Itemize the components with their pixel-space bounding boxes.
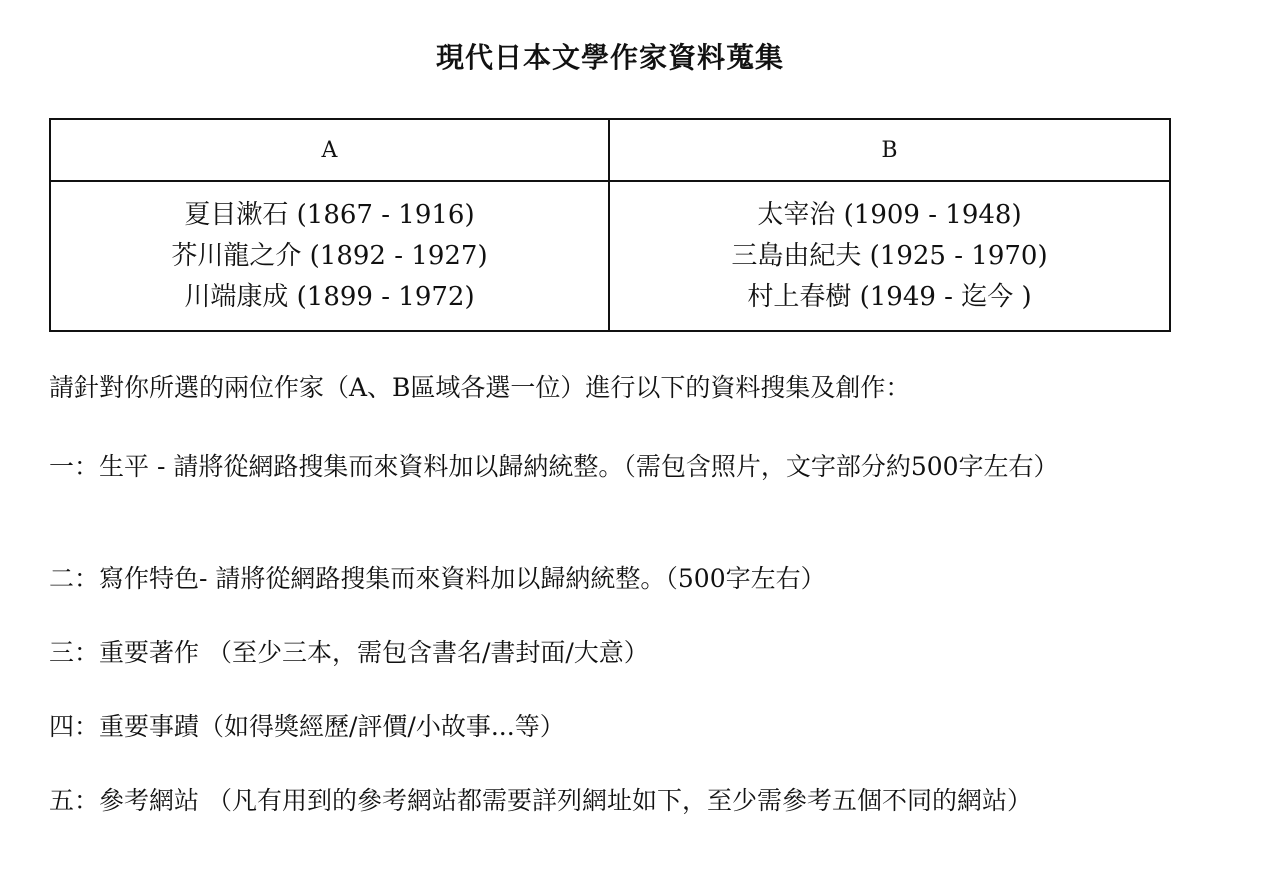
column-b-header: B [609,119,1170,181]
instruction-item-writing-style: 二：寫作特色- 請將從網路搜集而來資料加以歸納統整。（500字左右） [49,564,826,593]
instruction-item-major-works: 三：重要著作 （至少三本，需包含書名/書封面/大意） [49,638,649,667]
authors-table [49,118,1171,332]
column-b-cell [609,181,1170,331]
column-a-header: A [50,119,609,181]
author-entry: 芥川龍之介 (1892 - 1927) [171,240,488,271]
author-entry: 村上春樹 (1949 - 迄今 ) [747,281,1032,312]
author-entry: 夏目漱石 (1867 - 1916) [184,199,475,230]
page-title: 現代日本文學作家資料蒐集 [435,41,784,74]
author-entry: 川端康成 (1899 - 1972) [184,281,475,312]
instruction-item-references: 五：參考網站 （凡有用到的參考網站都需要詳列網址如下，至少需參考五個不同的網站） [49,786,1032,815]
instruction-item-biography: 一：生平 - 請將從網路搜集而來資料加以歸納統整。（需包含照片，文字部分約500字左右） [49,452,1059,481]
author-entry: 太宰治 (1909 - 1948) [757,199,1022,230]
column-a-cell [50,181,609,331]
author-entry: 三島由紀夫 (1925 - 1970) [731,240,1048,271]
instruction-item-notable-events: 四：重要事蹟（如得獎經歷/評價/小故事...等） [49,712,565,741]
instructions-intro: 請針對你所選的兩位作家（A、B區域各選一位）進行以下的資料搜集及創作： [49,373,911,402]
table-row [50,181,1170,331]
table-header-row [50,119,1170,181]
